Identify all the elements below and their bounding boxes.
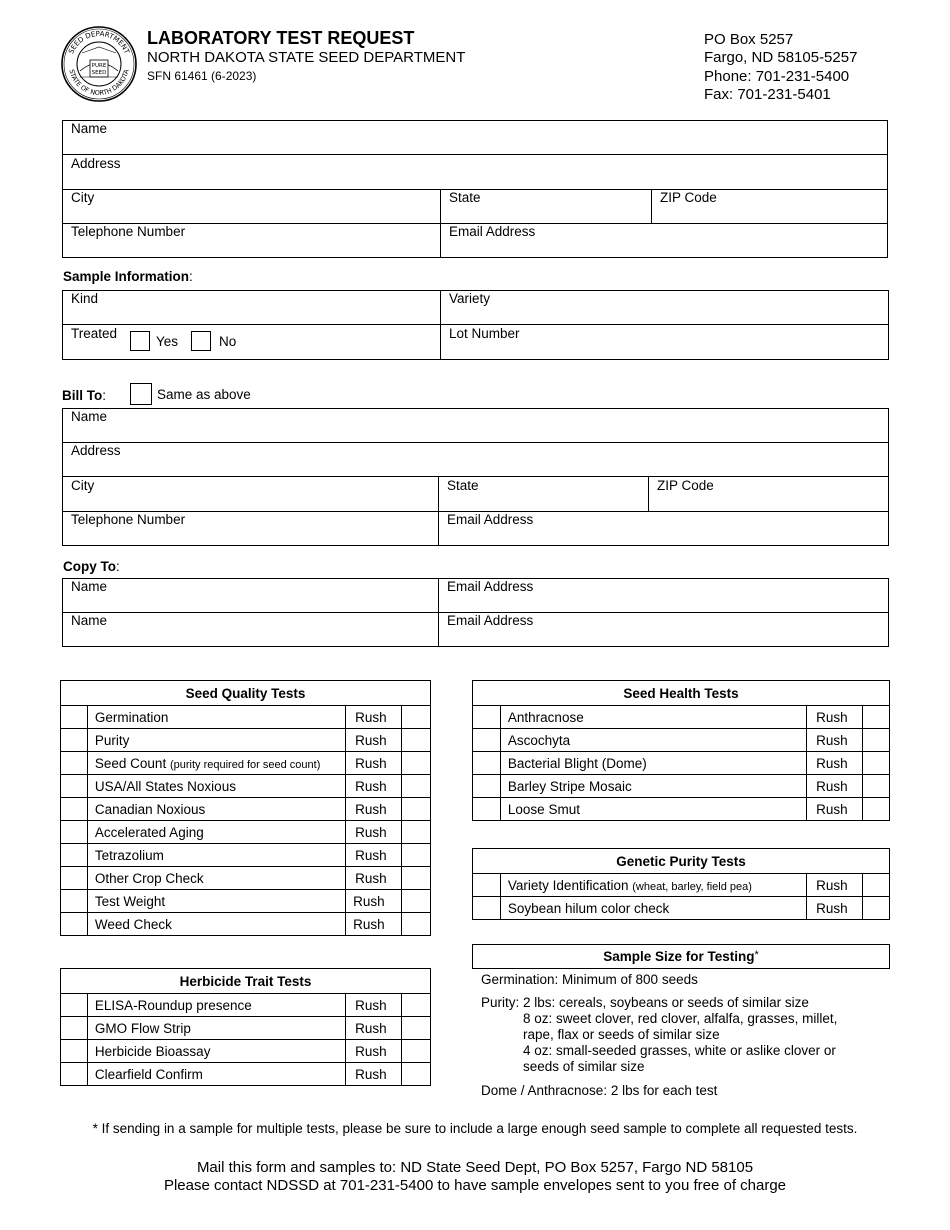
table-row [473, 874, 890, 897]
copy-email-field-1[interactable] [439, 578, 888, 612]
variety-label: Variety [449, 291, 491, 306]
test-checkbox[interactable] [473, 752, 501, 775]
rush-checkbox[interactable] [863, 706, 890, 729]
rush-label: Rush [346, 775, 402, 798]
lot-number-label: Lot Number [449, 326, 520, 341]
test-checkbox[interactable] [61, 729, 88, 752]
sample-size-title: Sample Size for Testing* [472, 944, 890, 969]
test-name: Other Crop Check [87, 867, 345, 890]
rush-label: Rush [346, 913, 402, 936]
rush-label: Rush [346, 844, 402, 867]
address-label: Address [71, 156, 121, 171]
test-name: Seed Count (purity required for seed count) [87, 752, 345, 775]
rush-checkbox[interactable] [402, 913, 431, 936]
table-row [61, 775, 431, 798]
test-checkbox[interactable] [473, 798, 501, 821]
rush-checkbox[interactable] [863, 752, 890, 775]
table-row [473, 775, 890, 798]
table-row [473, 706, 890, 729]
city-field[interactable] [63, 189, 440, 223]
test-checkbox[interactable] [61, 1063, 88, 1086]
treated-field [63, 325, 440, 359]
rush-label: Rush [346, 752, 402, 775]
rush-checkbox[interactable] [402, 867, 431, 890]
test-name: Purity [87, 729, 345, 752]
test-name: USA/All States Noxious [87, 775, 345, 798]
test-checkbox[interactable] [61, 890, 88, 913]
copy-name-field-1[interactable] [63, 578, 438, 612]
test-checkbox[interactable] [61, 821, 88, 844]
rush-label: Rush [346, 1040, 402, 1063]
name-field[interactable] [63, 120, 888, 154]
test-note: (wheat, barley, field pea) [632, 880, 752, 893]
herbicide-title: Herbicide Trait Tests [61, 969, 431, 994]
test-checkbox[interactable] [61, 1040, 88, 1063]
test-name: Bacterial Blight (Dome) [500, 752, 806, 775]
genetic-purity-title: Genetic Purity Tests [473, 849, 890, 874]
copy-email-label: Email Address [447, 613, 534, 628]
table-row [61, 706, 431, 729]
email-field[interactable] [441, 223, 888, 257]
table-row [61, 867, 431, 890]
test-checkbox[interactable] [473, 706, 501, 729]
table-row [473, 897, 890, 920]
telephone-label: Telephone Number [71, 224, 186, 239]
bill-name-field[interactable] [63, 408, 888, 442]
test-checkbox[interactable] [61, 867, 88, 890]
test-name: Soybean hilum color check [500, 897, 806, 920]
rush-label: Rush [346, 821, 402, 844]
seal-seed: SEED [91, 70, 107, 76]
test-checkbox[interactable] [61, 994, 88, 1017]
test-name: ELISA-Roundup presence [87, 994, 345, 1017]
test-name: Herbicide Bioassay [87, 1040, 345, 1063]
test-checkbox[interactable] [61, 775, 88, 798]
test-checkbox[interactable] [473, 729, 501, 752]
rush-label: Rush [807, 706, 863, 729]
rush-label: Rush [807, 897, 863, 920]
table-row [61, 913, 431, 936]
envelope-instructions: Please contact NDSSD at 701-231-5400 to have sample envelopes sent to you free of charge [163, 1177, 787, 1194]
test-name: Clearfield Confirm [87, 1063, 345, 1086]
rush-label: Rush [346, 798, 402, 821]
variety-field[interactable] [441, 290, 888, 324]
state-label: State [449, 190, 481, 205]
seal-top-text: SEED DEPARTMENT [67, 29, 131, 56]
form-title: LABORATORY TEST REQUEST [147, 28, 415, 48]
state-field[interactable] [441, 189, 651, 223]
test-name: Variety Identification (wheat, barley, field pea) [500, 874, 806, 897]
table-row [61, 844, 431, 867]
test-name: Test Weight [87, 890, 345, 913]
rush-label: Rush [346, 867, 402, 890]
seal-bottom-text: STATE OF NORTH DAKOTA [67, 68, 131, 98]
address-line: Phone: 701-231-5400 [704, 67, 850, 85]
zip-label: ZIP Code [660, 190, 717, 205]
rush-checkbox[interactable] [402, 706, 431, 729]
rush-checkbox[interactable] [402, 821, 431, 844]
rush-label: Rush [346, 729, 402, 752]
rush-checkbox[interactable] [402, 1063, 431, 1086]
rush-checkbox[interactable] [402, 1017, 431, 1040]
rush-label: Rush [807, 874, 863, 897]
table-row [61, 798, 431, 821]
mailing-address [704, 31, 857, 104]
rush-checkbox[interactable] [863, 729, 890, 752]
copy-to-heading: Copy To: [63, 559, 120, 574]
test-name: GMO Flow Strip [87, 1017, 345, 1040]
bill-state-field[interactable] [439, 477, 648, 511]
address-field[interactable] [63, 155, 888, 189]
rush-label: Rush [346, 706, 402, 729]
test-checkbox[interactable] [473, 775, 501, 798]
kind-field[interactable] [63, 290, 440, 324]
table-row [61, 1063, 431, 1086]
bill-address-field[interactable] [63, 442, 888, 476]
department-name: NORTH DAKOTA STATE SEED DEPARTMENT [147, 49, 466, 66]
copy-name-label: Name [71, 579, 108, 594]
footnote: * If sending in a sample for multiple tests, please be sure to include a large enough seed sample to complete all requested tests. [92, 1121, 858, 1136]
same-as-above-label: Same as above [157, 387, 251, 402]
test-checkbox[interactable] [61, 752, 88, 775]
bill-telephone-label: Telephone Number [71, 512, 186, 527]
zip-field[interactable] [652, 189, 888, 223]
test-checkbox[interactable] [61, 798, 88, 821]
name-label: Name [71, 121, 108, 136]
copy-email-label: Email Address [447, 579, 534, 594]
bill-email-field[interactable] [439, 511, 888, 545]
table-row [61, 821, 431, 844]
table-row [61, 729, 431, 752]
test-checkbox[interactable] [473, 897, 501, 920]
genetic-purity-table [472, 848, 890, 920]
test-note: (purity required for seed count) [169, 758, 321, 771]
rush-label: Rush [807, 729, 863, 752]
bill-to-heading: Bill To: [62, 388, 107, 403]
address-line: PO Box 5257 [704, 31, 794, 48]
bill-address-label: Address [71, 443, 121, 458]
test-name: Canadian Noxious [87, 798, 345, 821]
test-checkbox[interactable] [61, 1017, 88, 1040]
test-name: Ascochyta [500, 729, 806, 752]
test-checkbox[interactable] [61, 913, 88, 936]
sample-size-dome: Dome / Anthracnose: 2 lbs for each test [481, 1083, 718, 1098]
test-name: Barley Stripe Mosaic [500, 775, 806, 798]
test-name: Loose Smut [500, 798, 806, 821]
rush-label: Rush [807, 752, 863, 775]
bill-state-label: State [447, 478, 479, 493]
bill-email-label: Email Address [447, 512, 534, 527]
kind-label: Kind [71, 291, 99, 306]
seed-health-title: Seed Health Tests [473, 681, 890, 706]
mail-instructions: Mail this form and samples to: ND State Seed Dept, PO Box 5257, Fargo ND 58105 [196, 1159, 754, 1176]
bill-telephone-field[interactable] [63, 511, 438, 545]
treated-no-label: No [219, 334, 237, 349]
bill-zip-field[interactable] [649, 477, 888, 511]
sample-size-germination: Germination: Minimum of 800 seeds [481, 972, 698, 987]
table-row [61, 1017, 431, 1040]
rush-checkbox[interactable] [402, 729, 431, 752]
telephone-field[interactable] [63, 223, 440, 257]
seal-logo [60, 25, 138, 103]
rush-checkbox[interactable] [402, 844, 431, 867]
email-label: Email Address [449, 224, 536, 239]
seed-quality-title: Seed Quality Tests [61, 681, 431, 706]
rush-label: Rush [346, 890, 402, 913]
copy-email-field-2[interactable] [439, 612, 888, 646]
bill-name-label: Name [71, 409, 108, 424]
test-name: Germination [87, 706, 345, 729]
footer-instructions [0, 1159, 950, 1195]
table-row [473, 798, 890, 821]
sample-size-purity: Purity: 2 lbs: cereals, soybeans or seeds of similar size 8 oz: sweet clover, red clover, alfalfa, grasses, millet, rape, flax or seeds of similar size 4 oz: small-seeded grasses, white or aslike clover or seeds of similar size [481, 995, 838, 1074]
test-checkbox[interactable] [473, 874, 501, 897]
rush-label: Rush [346, 994, 402, 1017]
treated-yes-checkbox[interactable] [130, 331, 150, 351]
treated-yes-label: Yes [156, 334, 179, 349]
seed-health-table [472, 680, 890, 821]
table-row [473, 752, 890, 775]
bill-city-label: City [71, 478, 95, 493]
rush-checkbox[interactable] [863, 897, 890, 920]
table-row [61, 752, 431, 775]
rush-checkbox[interactable] [402, 994, 431, 1017]
address-line: Fargo, ND 58105-5257 [704, 49, 858, 67]
test-name: Anthracnose [500, 706, 806, 729]
rush-label: Rush [807, 798, 863, 821]
herbicide-table [60, 968, 431, 1086]
city-label: City [71, 190, 95, 205]
test-checkbox[interactable] [61, 844, 88, 867]
copy-name-label: Name [71, 613, 108, 628]
form-number: SFN 61461 (6-2023) [147, 69, 257, 83]
rush-checkbox[interactable] [863, 775, 890, 798]
seed-quality-table [60, 680, 431, 936]
treated-no-checkbox[interactable] [191, 331, 211, 351]
rush-checkbox[interactable] [402, 1040, 431, 1063]
rush-label: Rush [346, 1063, 402, 1086]
copy-name-field-2[interactable] [63, 612, 438, 646]
rush-checkbox[interactable] [863, 798, 890, 821]
sample-info-heading: Sample Information: [63, 269, 193, 284]
table-row [61, 1040, 431, 1063]
test-name: Accelerated Aging [87, 821, 345, 844]
rush-checkbox[interactable] [402, 775, 431, 798]
table-row [61, 890, 431, 913]
rush-checkbox[interactable] [402, 890, 431, 913]
rush-label: Rush [346, 1017, 402, 1040]
same-as-above-checkbox[interactable] [130, 383, 152, 405]
lot-number-field[interactable] [441, 325, 888, 359]
test-checkbox[interactable] [61, 706, 88, 729]
rush-checkbox[interactable] [863, 874, 890, 897]
rush-checkbox[interactable] [402, 752, 431, 775]
test-name: Tetrazolium [87, 844, 345, 867]
rush-label: Rush [807, 775, 863, 798]
bill-city-field[interactable] [63, 477, 438, 511]
seal-pure: PURE [91, 63, 107, 69]
rush-checkbox[interactable] [402, 798, 431, 821]
treated-label: Treated [71, 326, 118, 341]
table-row [473, 729, 890, 752]
address-line: Fax: 701-231-5401 [704, 85, 831, 103]
bill-zip-label: ZIP Code [657, 478, 714, 493]
test-name: Weed Check [87, 913, 345, 936]
table-row [61, 994, 431, 1017]
